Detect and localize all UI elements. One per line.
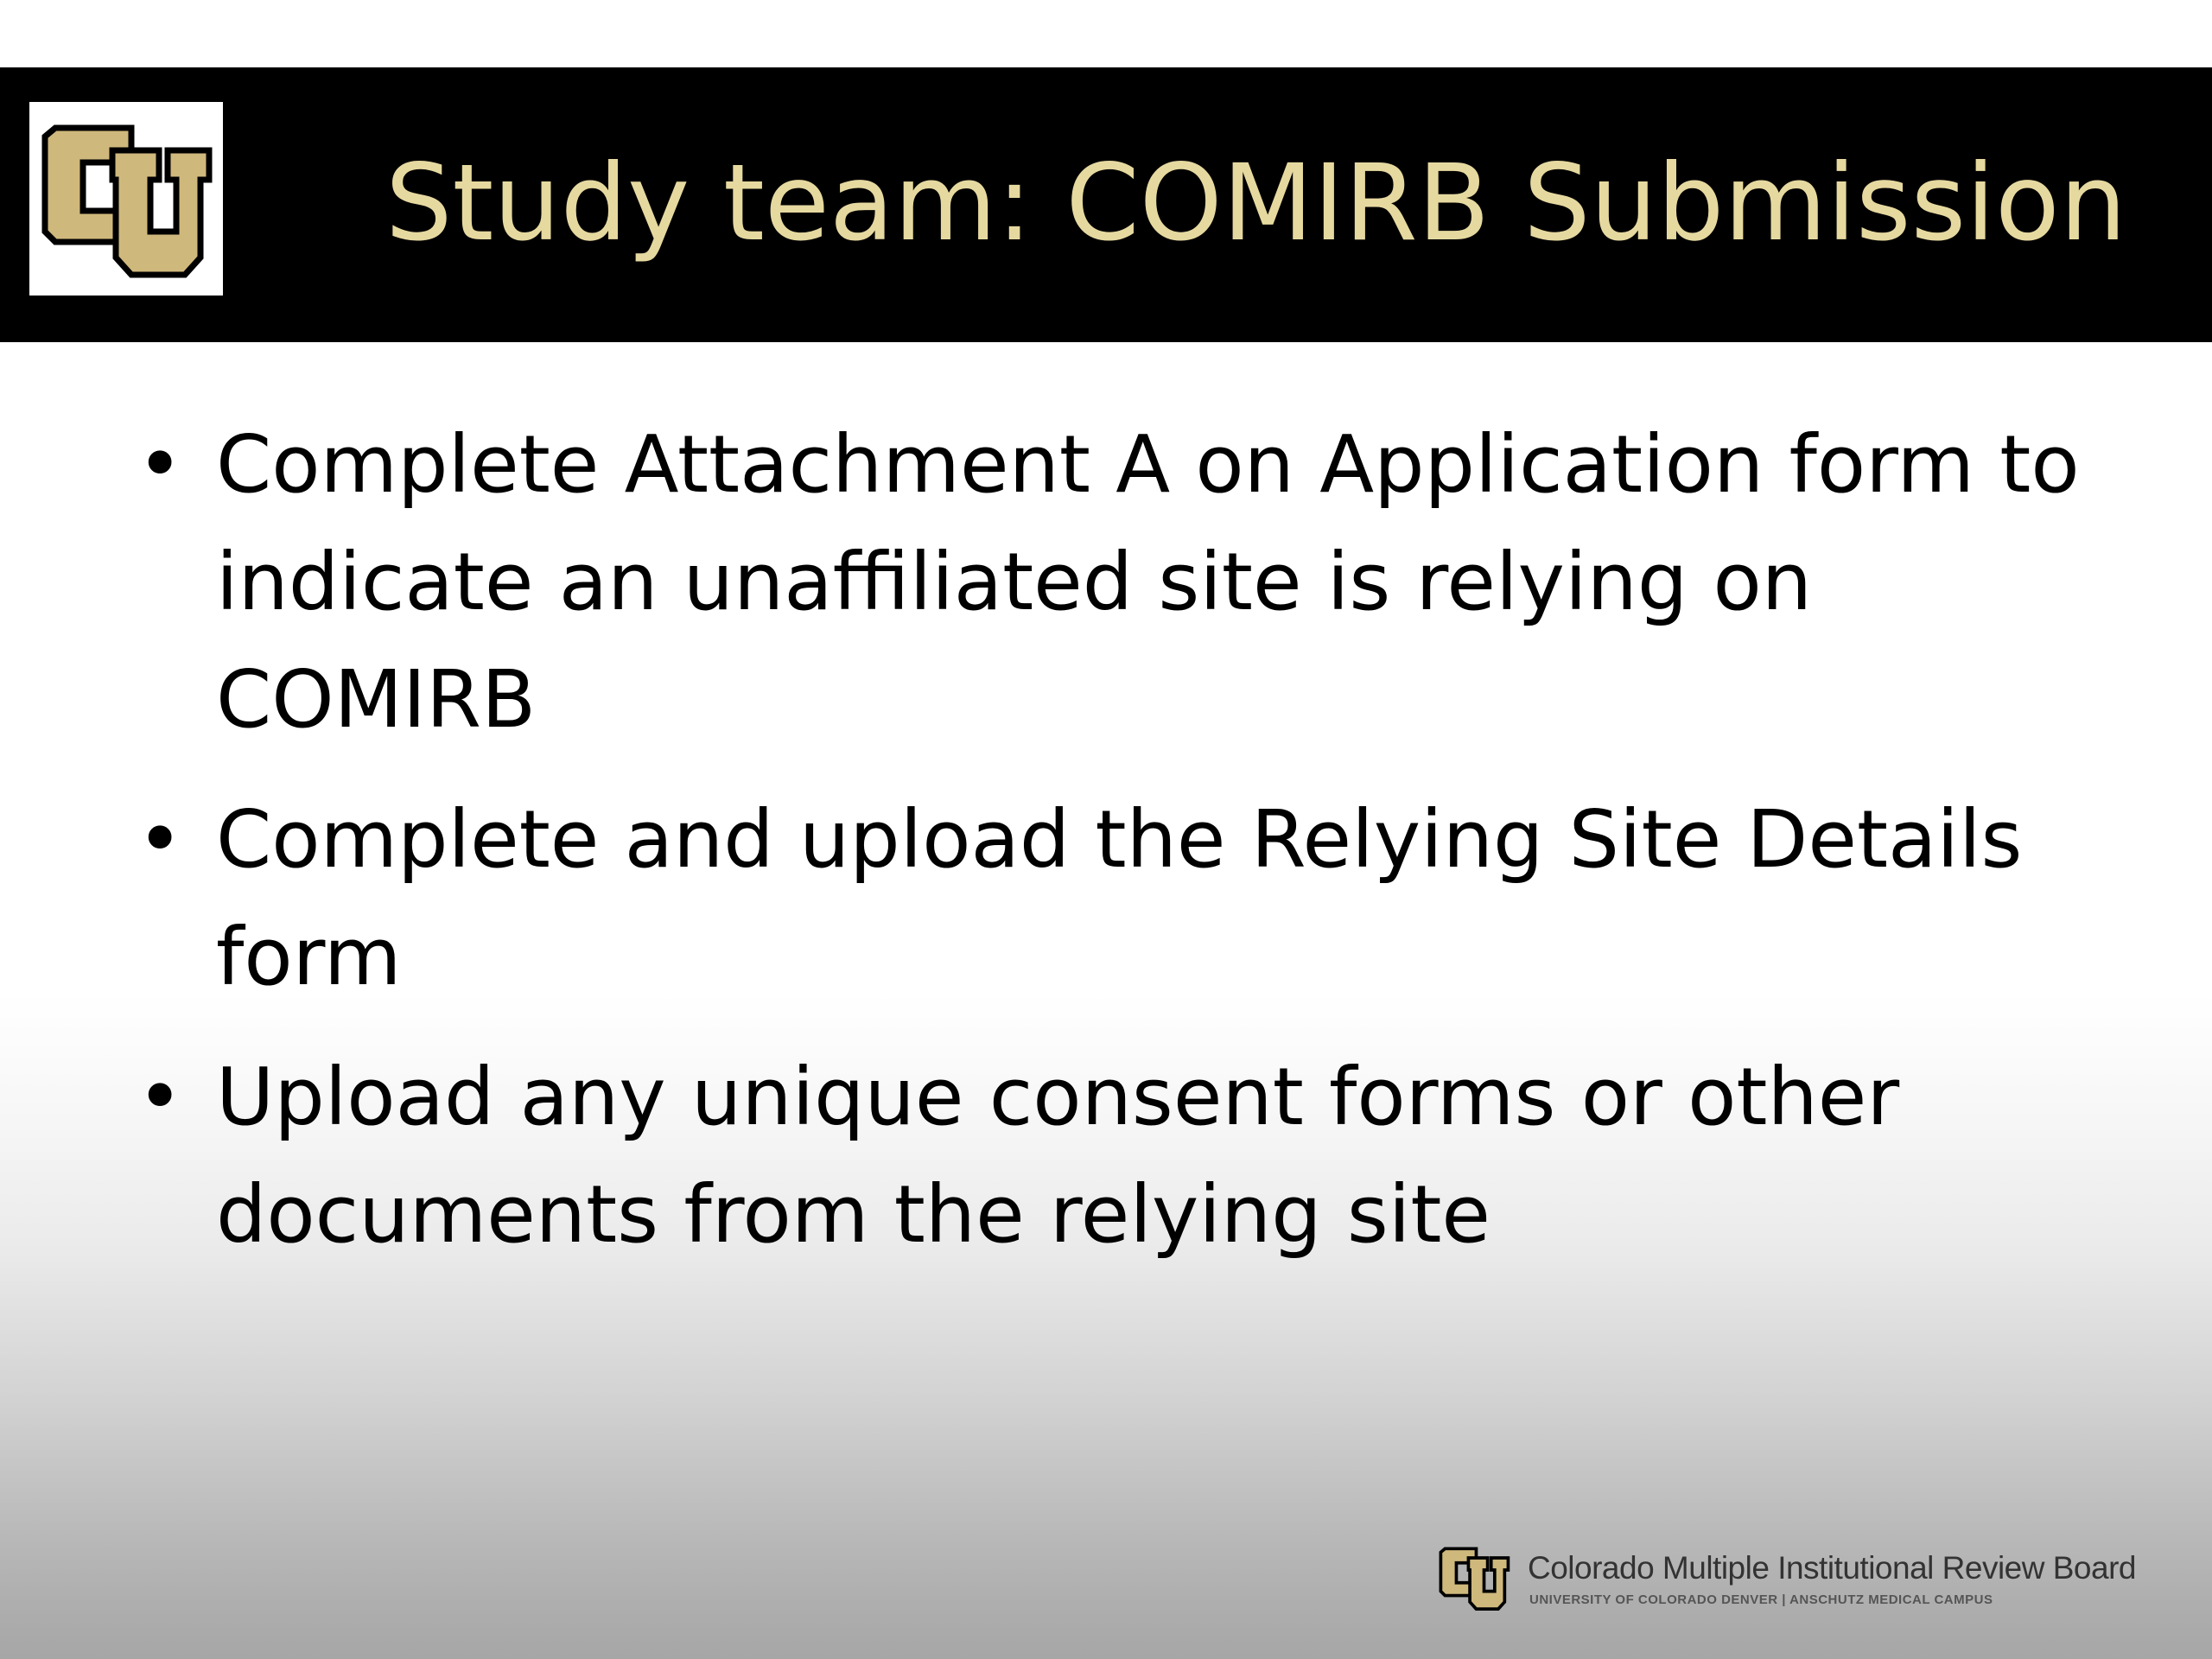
bullet-marker: •: [137, 418, 184, 511]
bullet-text: Upload any unique consent forms or other documents from the relying site: [216, 1051, 1900, 1261]
bullet-item-relying-site-form: [130, 781, 2117, 1016]
bullet-item-consent-forms: [130, 1039, 2117, 1274]
top-margin-strip: [0, 0, 2212, 67]
bullet-item-attachment-a: [130, 406, 2117, 759]
footer-org-subtitle: UNIVERSITY OF COLORADO DENVER | ANSCHUTZ MEDICAL CAMPUS: [1529, 1592, 1993, 1607]
bullet-list: [130, 406, 2117, 1296]
cu-logo-icon: [29, 102, 223, 296]
bullet-marker: •: [137, 793, 184, 886]
bullet-text: Complete Attachment A on Application form to indicate an unaffiliated site is relying on COMIRB: [216, 418, 2080, 746]
slide-title: Study team: COMIRB Submission: [385, 142, 2127, 264]
bullet-text: Complete and upload the Relying Site Details form: [216, 793, 2023, 1003]
footer-org-name: Colorado Multiple Institutional Review Board: [1528, 1550, 2136, 1586]
bullet-marker: •: [137, 1051, 184, 1143]
cu-logo-icon: [1434, 1538, 1514, 1618]
